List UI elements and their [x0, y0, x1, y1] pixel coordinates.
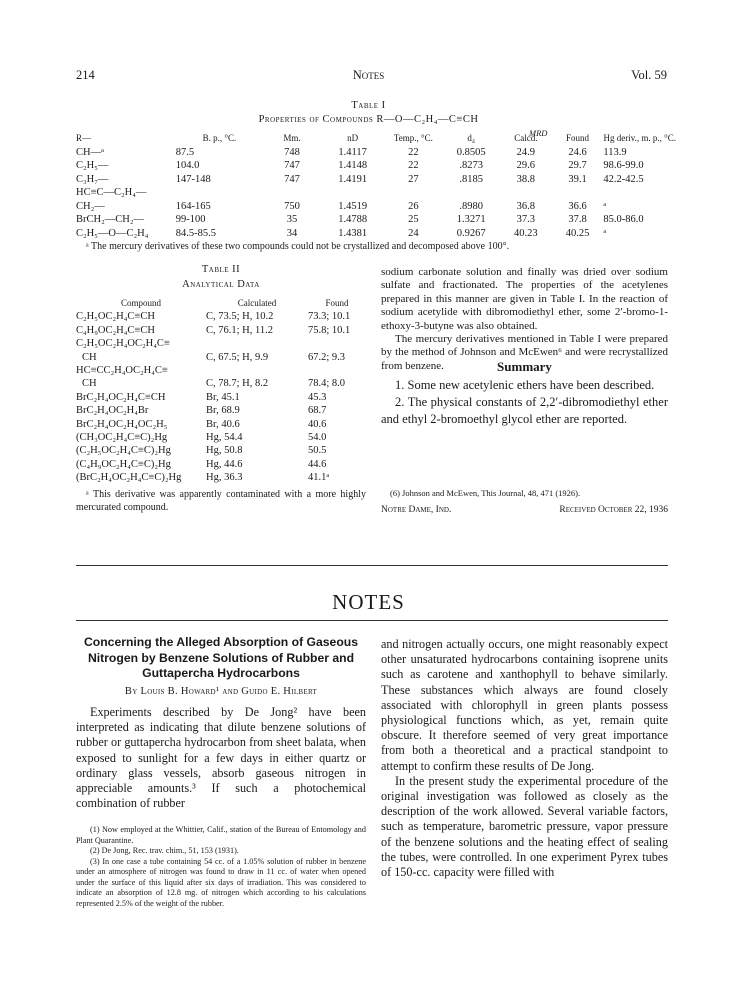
table2: [76, 297, 366, 485]
table1-cell: 37.8: [568, 214, 587, 225]
article-right-paragraph-1: and nitrogen actually occurs, one might reasonably expect other unsaturated hydrocarbons containing isoprene units such as carotene and xanthophyll to behave similarly. These substances which always are found closely associated with chlorophyll in green plants possess physiological functions which, as yet, remain quite obscure. It therefore seemed of very great importance from both a theoretical and a practical standpoint to attempt to confirm these results of De Jong.: [381, 637, 668, 773]
footnote-3: (3) In one case a tube containing 54 cc. of a 1.05% solution of rubber in benzene under an atmosphere of nitrogen was found to draw in 11 cc. of water when opened under the surface of this liquid after six days of irradiation. This was considered to indicate an absorption of 12.8 mg. of nitrogen which according to his calculations represented 2.5% of the weight of the rubber.: [76, 856, 366, 908]
table-row: [76, 337, 366, 350]
table1-cell: 22: [408, 160, 419, 171]
table1-cell: 22: [408, 146, 419, 158]
table1-cell: 39.1: [568, 173, 587, 185]
article-left-paragraph: Experiments described by De Jong² have been interpreted as indicating that dilute benzene solutions of rubber or guttapercha hydrocarbon from sheet balata, when exposed to sunlight for a few days in either quartz or ordinary glass vessels, absorb gaseous nitrogen in appreciable amounts.³ If such a photochemical combination of rubber: [76, 705, 366, 811]
table2-cell: [308, 364, 366, 377]
table1-cell: 1.4519: [338, 200, 368, 212]
table-row: [76, 444, 366, 457]
table1-cell: 164-165: [175, 200, 211, 212]
table2-cell: BrC₂H₄OC₂H₄C≡CH: [76, 391, 166, 403]
table2-cell: (CH₃OC₂H₄C≡C)₂Hg: [76, 432, 168, 444]
table1-cell: 36.8: [516, 200, 536, 212]
table-row: [76, 146, 676, 160]
table-row: [76, 213, 676, 227]
summary-item-1: 1. Some new acetylenic ethers have been described.: [395, 378, 655, 392]
right-top-paragraph: sodium carbonate solution and finally was dried over sodium sulfate and fractionated. The properties of the acetylenes prepared in this manner are given in Table I. In the reaction of sodium acetylide with dibromodiethyl ether, some 2′-bromo-1-ethoxy-3-butyne was also obtained.: [381, 266, 668, 332]
article-right-paragraph-2: In the present study the experimental procedure of the original investigation was followed as closely as the description of the work allowed. Several variable factors, such as temperature, barometric pressure, vapor pressure of the benzene solutions and the heating effect of sealing the tubes, were controlled. In one experiment Pyrex tubes of 150-cc. capacity were filled with: [381, 773, 668, 880]
table1-cell: 98.6-99.0: [603, 160, 644, 171]
table1-cell: 99-100: [175, 214, 206, 225]
table-row: [76, 471, 366, 484]
table2-column-header: Found: [325, 298, 349, 308]
table1-cell: 1.4191: [338, 173, 368, 185]
table2-cell: Br, 40.6: [206, 418, 240, 430]
volume-label: Vol. 59: [631, 68, 667, 82]
table2-cell: BrC₂H₄OC₂H₄Br: [76, 405, 149, 417]
table1-cell: 29.7: [568, 160, 587, 171]
table1-cell: 35: [286, 214, 298, 225]
table1-cell: 27: [408, 173, 419, 185]
table1-cell: C₂H₅—O—C₂H₄: [76, 227, 149, 239]
received-date: Received October 22, 1936: [559, 505, 668, 515]
table1-cell: [384, 186, 442, 200]
table1-header-row: [76, 132, 676, 146]
footnote-1: (1) Now employed at the Whittier, Calif., station of the Bureau of Entomology and Plant Quarantine.: [76, 825, 366, 845]
table2-column-header: Calculated: [237, 298, 277, 308]
table-row: [76, 173, 676, 187]
table1-cell: [176, 186, 264, 200]
table1-cell: 1.4381: [338, 227, 368, 239]
table1: [76, 132, 676, 240]
table1-cell: ᵃ: [603, 227, 607, 239]
notes-heading: NOTES: [332, 590, 405, 614]
table2-cell: C₂H₅OC₂H₄C≡CH: [76, 311, 155, 323]
table2-column-header: Compound: [120, 298, 161, 308]
table2-cell: (BrC₂H₄OC₂H₄C≡C)₂Hg: [76, 472, 182, 484]
table2-cell: C, 76.1; H, 11.2: [206, 324, 273, 336]
table1-cell: [442, 186, 500, 200]
table1-column-header: R—: [76, 133, 92, 143]
table1-cell: 87.5: [175, 146, 195, 158]
table1-cell: .8185: [459, 173, 483, 185]
table2-cell: Hg, 36.3: [206, 472, 243, 484]
table-row: [76, 186, 676, 200]
table1-cell: 84.5-85.5: [175, 227, 216, 239]
table1-cell: [552, 186, 604, 200]
table1-cell: CH₂—: [76, 200, 105, 212]
table2-cell: Br, 68.9: [206, 405, 240, 417]
table1-cell: 750: [284, 200, 300, 212]
table1-cell: [500, 186, 552, 200]
table2-cell: 67.2; 9.3: [308, 351, 346, 363]
table2-cell: [308, 337, 366, 350]
summary-item-2: 2. The physical constants of 2,2′-dibromodiethyl ether and ethyl 2-bromoethyl glycol ether are reported.: [381, 395, 668, 426]
table2-cell: Hg, 50.8: [206, 445, 243, 457]
table1-cell: 38.8: [516, 173, 536, 185]
table1-cell: 85.0-86.0: [603, 214, 644, 225]
table2-cell: 73.3; 10.1: [308, 311, 351, 323]
table1-cell: 0.8505: [456, 146, 486, 158]
table1-footnote: ᵃ The mercury derivatives of these two compounds could not be crystallized and decomposed above 100°.: [86, 241, 510, 252]
table1-cell: HC≡C—C₂H₄—: [76, 187, 147, 198]
divider-top: [76, 565, 668, 566]
summary-heading: Summary: [497, 359, 552, 374]
table1-cell: .8980: [459, 200, 483, 212]
table1-group-header: MRD: [529, 128, 548, 138]
table1-column-header: Calcd.: [514, 133, 538, 143]
table1-cell: 24.9: [516, 146, 536, 158]
table1-cell: 748: [284, 146, 300, 158]
running-title: Notes: [352, 68, 385, 82]
table2-title: Analytical Data: [182, 279, 260, 290]
table1-cell: 104.0: [175, 160, 200, 171]
table1-column-header: nD: [347, 133, 359, 143]
table2-cell: 50.5: [308, 445, 327, 457]
table1-cell: C₂H₅—: [76, 160, 109, 171]
table1-cell: 1.4148: [338, 160, 368, 171]
table2-cell: [206, 364, 308, 377]
table1-label: Table I: [351, 100, 386, 111]
table2-cell: BrC₂H₄OC₂H₄OC₂H₅: [76, 418, 168, 430]
table1-cell: [321, 186, 385, 200]
table2-cell: [206, 337, 308, 350]
table1-column-header: Temp., °C.: [393, 133, 433, 143]
table-row: [76, 310, 366, 323]
table2-cell: Br, 45.1: [206, 391, 240, 403]
table1-cell: 147-148: [175, 173, 211, 185]
table2-cell: 75.8; 10.1: [308, 324, 351, 336]
table1-cell: ᵃ: [603, 200, 607, 212]
table1-cell: 747: [284, 173, 300, 185]
table1-cell: 1.4788: [338, 214, 368, 225]
table1-cell: 26: [408, 200, 419, 212]
table1-cell: 29.6: [516, 160, 536, 171]
table-row: [76, 200, 676, 214]
table1-cell: BrCH₂—CH₂—: [76, 214, 144, 225]
table-row: [76, 159, 676, 173]
table1-cell: 0.9267: [456, 227, 486, 239]
table-row: [76, 458, 366, 471]
table1-cell: 40.25: [565, 227, 590, 239]
table-row: [76, 431, 366, 444]
table1-column-header: Found: [566, 133, 590, 143]
reference-6: (6) Johnson and McEwen, This Journal, 48, 471 (1926).: [390, 488, 581, 498]
table2-cell: 54.0: [308, 432, 327, 444]
table1-cell: 24.6: [568, 146, 587, 158]
table-row: [76, 351, 366, 364]
table2-header-row: [76, 297, 366, 310]
table1-cell: [603, 186, 676, 200]
table2-cell: Hg, 44.6: [206, 458, 243, 470]
article-title: Concerning the Alleged Absorption of Gaseous Nitrogen by Benzene Solutions of Rubber and Guttapercha Hydrocarbons: [83, 635, 358, 680]
table-row: [76, 324, 366, 337]
table2-cell: CH: [82, 351, 97, 363]
table1-cell: 40.23: [514, 227, 538, 239]
table2-cell: C₂H₅OC₂H₄OC₂H₄C≡: [76, 338, 170, 350]
location: Notre Dame, Ind.: [381, 505, 452, 515]
table2-cell: (C₄H₉OC₂H₄C≡C)₂Hg: [76, 458, 171, 470]
table2-cell: Hg, 54.4: [206, 432, 243, 444]
table1-cell: 25: [408, 214, 419, 225]
table1-cell: .8273: [459, 160, 483, 171]
right-top-paragraph-2: The mercury derivatives mentioned in Table I were prepared by the method of Johnson and McEwen⁶ and were recrystallized from benzene.: [381, 333, 668, 372]
table-row: [76, 364, 366, 377]
table2-cell: CH: [82, 378, 97, 390]
footnote-2: (2) De Jong, Rec. trav. chim., 51, 153 (1931).: [90, 846, 239, 855]
table1-column-header: Mm.: [283, 133, 301, 143]
page-number: 214: [76, 68, 95, 82]
table1-cell: 34: [286, 227, 298, 239]
table2-cell: 40.6: [308, 418, 327, 430]
table-row: [76, 404, 366, 417]
table2-label: Table II: [201, 264, 241, 275]
table2-cell: 68.7: [308, 405, 327, 417]
table1-cell: 1.3271: [456, 214, 486, 225]
table2-cell: C, 67.5; H, 9.9: [206, 351, 269, 363]
table1-column-header: d₄: [467, 133, 475, 143]
article-authors: By Louis B. Howard¹ and Guido E. Hilbert: [124, 686, 318, 697]
table-row: [76, 391, 366, 404]
table1-cell: 42.2-42.5: [603, 173, 644, 185]
table1-cell: 113.9: [603, 146, 627, 158]
table2-cell: 78.4; 8.0: [308, 378, 346, 390]
table1-cell: C₃H₇—: [76, 173, 109, 185]
table-row: [76, 418, 366, 431]
table1-cell: [263, 186, 321, 200]
table2-footnote: ᵃ This derivative was apparently contaminated with a more highly mercurated compound.: [76, 489, 366, 513]
table1-cell: 36.6: [568, 200, 587, 212]
table1-column-header: B. p., °C.: [202, 133, 237, 143]
table2-cell: 44.6: [308, 458, 327, 470]
table2-cell: 45.3: [308, 391, 327, 403]
table2-cell: 41.1ᵃ: [308, 472, 330, 484]
table2-cell: (C₂H₅OC₂H₄C≡C)₂Hg: [76, 445, 171, 457]
table2-cell: C, 78.7; H, 8.2: [206, 378, 269, 390]
table1-cell: 37.3: [516, 214, 536, 225]
table1-title: Properties of Compounds R—O—C₂H₄—C≡CH: [258, 114, 479, 125]
table1-cell: 747: [284, 160, 300, 171]
table1-cell: CH—ᵃ: [76, 146, 104, 158]
table-row: [76, 227, 676, 241]
table2-cell: C, 73.5; H, 10.2: [206, 311, 274, 323]
table1-cell: 1.4117: [338, 146, 367, 158]
table2-cell: C₄H₉OC₂H₄C≡CH: [76, 324, 155, 336]
table1-cell: 24: [408, 227, 419, 239]
table1-column-header: Hg deriv., m. p., °C.: [603, 133, 676, 143]
table2-cell: HC≡CC₂H₄OC₂H₄C≡: [76, 365, 168, 377]
table-row: [76, 377, 366, 390]
divider-bottom: [76, 620, 668, 621]
